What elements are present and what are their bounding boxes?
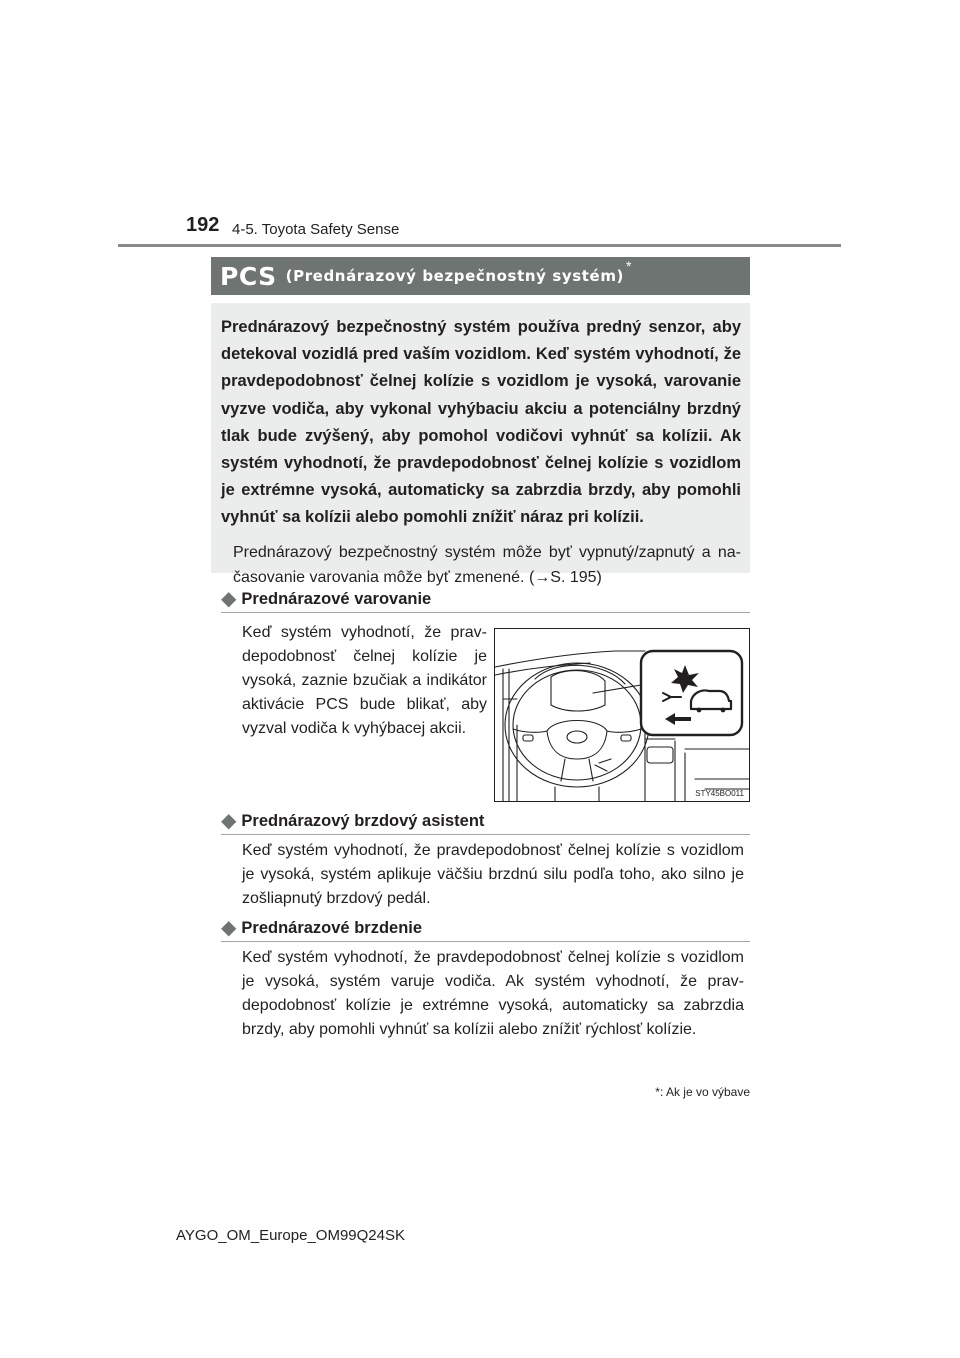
section-text-warning: Keď systém vyhodnotí, že pravdepodobnosť čelnej kolízie je vysoká, zaznie bzučiak a indikátor aktivácie PCS bude blikať, aby vyzval vodiča k vyhýbacej akcii. [242,624,487,737]
title-footnote-marker: * [626,258,632,274]
intro-bold-text: Prednárazový bezpečnostný systém používa predný senzor, aby detekoval vozidlá pred vaším vozidlom. Keď systém vyhodnotí, že pravdepodobnosť čelnej kolízie s vozidlom je vysoká, varovanie vyzve vodiča, aby vykonal vyhýbaciu akciu a potenciálny brzdný tlak bude zvýšený, aby pomohol vodičovi vyhnúť sa kolízii. Ak systém vyhodnotí, že pravdepodobnosť čelnej kolízie s vozidlom je extrémne vysoká, automaticky sa zabrzdia brzdy, aby pomohli vyhnúť sa kolízii alebo pomohli znížiť náraz pri kolízii. [221,318,741,527]
figure-code: STY45BO011 [695,789,744,798]
dashboard-illustration [494,628,750,802]
diamond-bullet-icon: ◆ [221,587,237,610]
section-heading-label: Prednárazové varovanie [241,589,432,608]
section-heading-brake-assist [221,808,750,835]
title-main: PCS [220,261,277,291]
footnote [610,1085,750,1099]
intro-note-text: Prednárazový bezpečnostný systém môže byť vypnutý/zapnutý a načasovanie varovania môže byť zmenené. (→S. 195) [233,543,741,587]
chapter-title-bar [211,257,750,295]
dashboard-drawing [495,629,749,801]
page-number: 192 [186,214,220,236]
section-title: 4-5. Toyota Safety Sense [232,221,400,238]
document-code: AYGO_OM_Europe_OM99Q24SK [176,1227,405,1244]
title-subtitle: (Prednárazový bezpečnostný systém) [285,267,624,285]
intro-box [211,303,750,587]
footnote-marker: * [655,1085,660,1099]
section-heading-label: Prednárazové brzdenie [241,918,423,937]
diamond-bullet-icon: ◆ [221,809,237,832]
header-divider [118,244,841,247]
section-heading-label: Prednárazový brzdový asistent [241,811,485,830]
footnote-text: : Ak je vo výbave [659,1085,750,1099]
section-text-braking: Keď systém vyhodnotí, že pravdepodobnosť čelnej kolízie s vozidlom je vysoká, systém varuje vodiča. Ak systém vyhodnotí, že pravdepodobnosť kolízie je extrémne vysoká, automaticky sa zabrzdia brzdy, aby pomohli vyhnúť sa kolízii alebo znížiť rýchlosť kolízie. [242,949,744,1038]
section-heading-braking [221,915,750,942]
diamond-bullet-icon: ◆ [221,916,237,939]
section-heading-warning [221,586,750,613]
section-text-brake-assist: Keď systém vyhodnotí, že pravdepodobnosť čelnej kolízie s vozidlom je vysoká, systém aplikuje väčšiu brzdnú silu podľa toho, ako silno je zošliapnutý brzdový pedál. [242,842,744,907]
